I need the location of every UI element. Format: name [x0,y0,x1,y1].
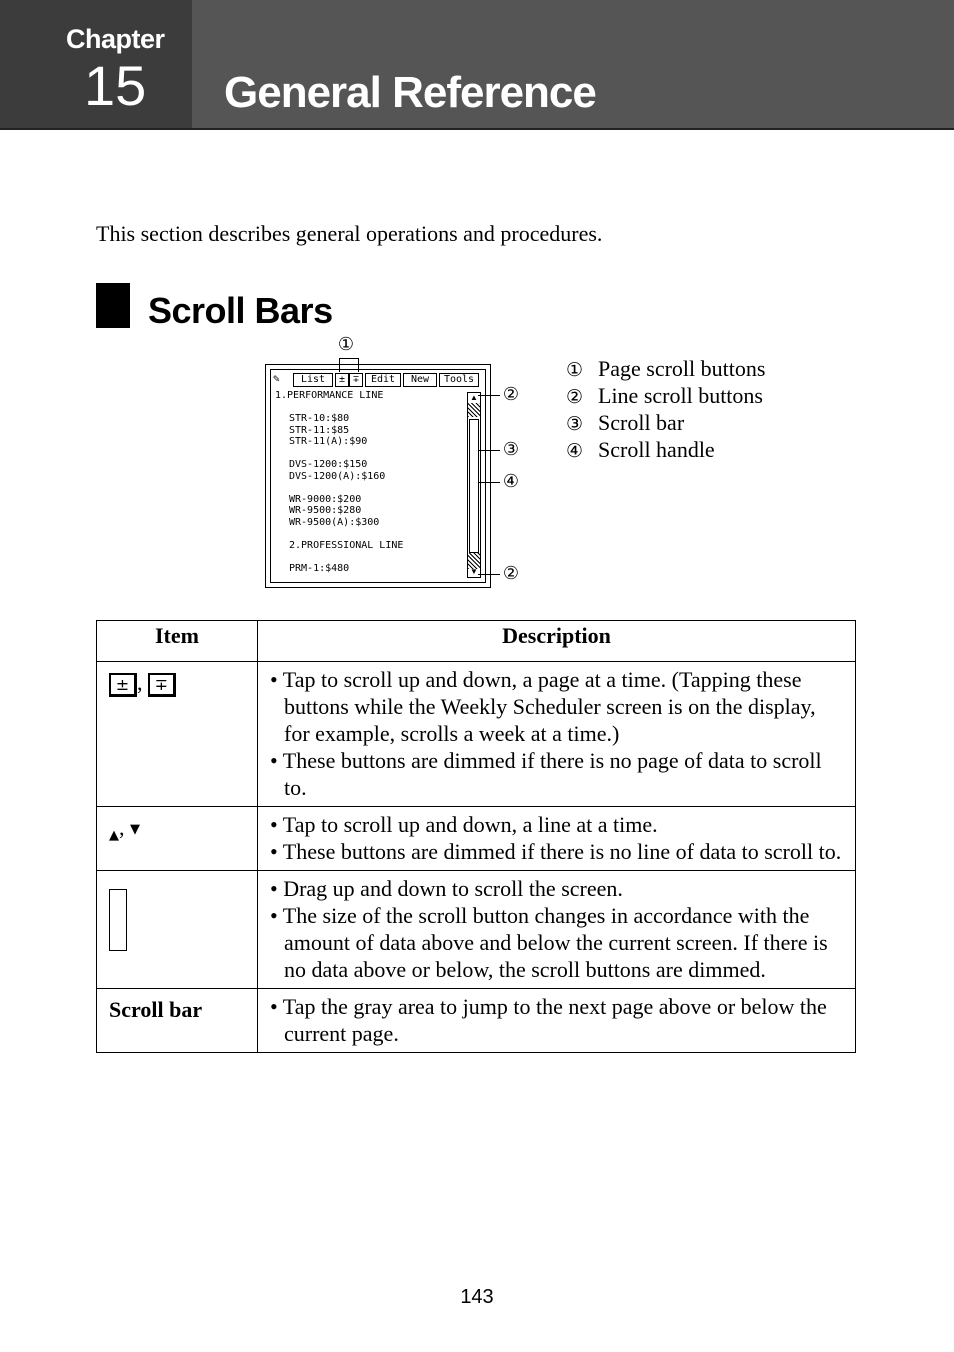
new-button[interactable]: New [403,373,437,387]
doc-line: STR-11(A):$90 [289,436,368,447]
doc-line: WR-9500:$280 [289,505,362,516]
doc-line [275,448,403,460]
callout-1-line [339,358,359,359]
doc-line: 2.PROFESSIONAL LINE [289,539,404,551]
table-row [97,662,856,807]
doc-line [275,482,403,494]
screen-toolbar [273,372,483,388]
scroll-handle[interactable] [469,419,479,553]
callout-2-top: ② [502,384,520,405]
doc-line: 1.PERFORMANCE LINE [275,390,384,401]
section-title: Scroll Bars [148,290,333,331]
callout-2-bottom-line [478,574,500,575]
section-marker [96,283,130,328]
callout-3-line [478,450,500,451]
scroll-handle-icon [109,889,127,951]
legend-item: ② Line scroll buttons [566,383,763,408]
description-cell [258,662,856,807]
screen-frame [270,369,486,583]
doc-line: WR-9500(A):$300 [289,516,380,528]
callout-2-bottom: ② [502,563,520,584]
description-cell [258,871,856,989]
doc-line [275,402,403,414]
line-up-arrow-icon: ▲ [109,828,119,844]
item-cell [97,662,258,807]
callout-3: ③ [502,439,520,460]
table-row [97,871,856,989]
description-cell [258,989,856,1053]
page-up-icon[interactable]: ± [335,373,349,387]
scroll-up-arrow-icon[interactable]: ▲ [470,393,478,402]
column-header-item: Item [97,621,258,662]
header-rule [0,128,954,130]
column-header-description: Description [258,621,856,662]
page-down-icon: ∓ [148,673,176,697]
legend-item: ① Page scroll buttons [566,356,766,381]
doc-line: DVS-1200(A):$160 [289,470,386,482]
scroll-track-upper[interactable] [468,403,480,417]
doc-line: STR-11:$85 [289,424,350,436]
page-down-icon[interactable]: ∓ [349,373,363,387]
item-cell: Scroll bar [97,989,258,1053]
item-separator: , [137,670,143,695]
callout-1-line-left [339,358,340,372]
description-bullet: • Tap the gray area to jump to the next page above or below the current page. [270,994,827,1046]
chapter-number: 15 [84,54,147,117]
screen-illustration [265,364,491,588]
page-number: 143 [460,1286,494,1308]
scroll-down-arrow-icon[interactable]: ▼ [470,567,478,576]
table-row [97,989,856,1053]
description-bullet: • Tap to scroll up and down, a line at a time. [270,812,658,837]
doc-line: WR-9000:$200 [289,493,362,505]
chapter-label: Chapter [66,24,165,54]
item-cell [97,871,258,989]
line-down-arrow-icon: ▼ [130,822,140,838]
chapter-box [0,0,192,128]
page-title: General Reference [224,68,596,117]
description-bullet: • The size of the scroll button changes in accordance with the amount of data above and below the current screen. If there is no data above or below, the scroll buttons are dimmed. [270,903,828,982]
description-bullet: • Drag up and down to scroll the screen. [270,876,623,901]
callout-1-line-right [358,358,359,372]
doc-line [275,551,403,563]
callout-4-line [478,482,500,483]
table-header-row [97,621,856,662]
item-cell [97,807,258,871]
reference-table [96,620,856,1053]
edit-button[interactable]: Edit [365,373,401,387]
doc-line [275,528,403,540]
description-bullet: • These buttons are dimmed if there is no page of data to scroll to. [270,748,822,800]
list-button[interactable]: List [293,373,333,387]
tools-button[interactable]: Tools [439,373,479,387]
document-lines [275,390,403,574]
legend-item: ④ Scroll handle [566,437,715,462]
item-separator: , [119,815,125,840]
scroll-bar[interactable] [467,392,481,578]
page-up-icon: ± [109,673,137,697]
doc-line: STR-10:$80 [289,413,350,424]
doc-line: PRM-1:$480 [289,562,350,574]
table-row [97,807,856,871]
callout-1: ① [337,334,355,355]
callout-4: ④ [502,471,520,492]
legend [566,356,765,464]
description-bullet: • These buttons are dimmed if there is no line of data to scroll to. [270,839,842,864]
callout-2-top-line [478,395,500,396]
intro-text: This section describes general operations and procedures. [96,221,603,246]
description-bullet: • Tap to scroll up and down, a page at a time. (Tapping these buttons while the Weekly Scheduler screen is on the display, for example, scrolls a week at a time.) [270,667,816,746]
legend-item: ③ Scroll bar [566,410,685,435]
doc-line: DVS-1200:$150 [289,459,368,470]
memo-icon: ✎ [273,372,280,385]
description-cell [258,807,856,871]
